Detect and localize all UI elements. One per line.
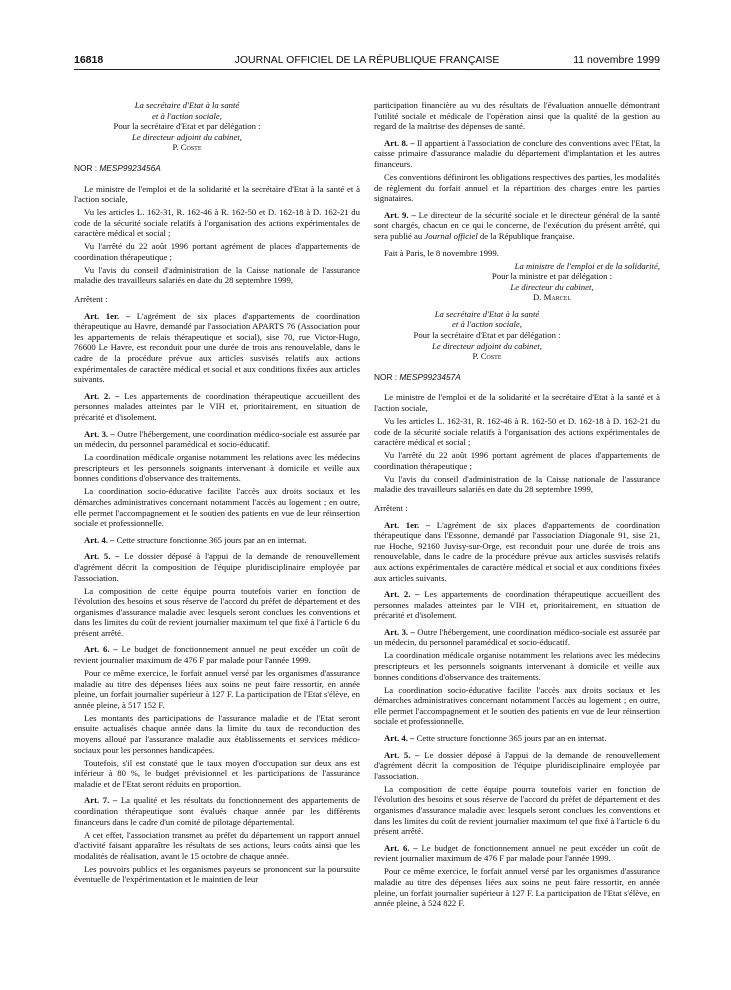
issue-date: 11 novembre 1999 — [573, 54, 660, 66]
article-paragraph: Ces conventions définiront les obligations respectives des parties, les modalités de règlement du forfait annuel et la répartition des charges entre les parties signataires. — [374, 171, 661, 204]
signatory-name: D. Marcel — [532, 292, 571, 303]
journal-title: JOURNAL OFFICIEL DE LA RÉPUBLIQUE FRANÇAISE — [234, 54, 500, 66]
article-paragraph: La coordination socio-éducative facilite l'accès aux droits sociaux et les démarches administratives concernant notamment l'accès au logement ; en outre, elle permet l'accompagnement et le soutien des patients en vue de leur réinsertion sociale et professionnelle. — [74, 486, 360, 529]
nor-reference: NOR : MESP9923456A — [74, 162, 161, 173]
arretent-heading: Arrêtent : — [374, 502, 408, 513]
article-paragraph: Pour ce même exercice, le forfait annuel versé par les organismes d'assurance maladie au titre des dépenses liées aux soins ne peut faire ressortir, en année pleine, un forfait journalier supérieur à 127 F. La participation de l'Etat s'élève, en année pleine, à 517 152 F. — [74, 668, 360, 710]
preamble-paragraph: Vu les articles L. 162-31, R. 162-46 à R. 162-50 et D. 162-18 à D. 162-21 du code de la sécurité sociale relatifs à l'organisation des actions expérimentales de caractère médical et social ; — [74, 207, 360, 239]
signatory-name: P. Coste — [172, 142, 202, 153]
article-4: Art. 4. – Cette structure fonctionne 365 jours par an en internat. — [384, 733, 607, 744]
sig-line: Le directeur adjoint du cabinet, — [432, 340, 542, 351]
sig-line: Pour la ministre et par délégation : — [491, 271, 613, 282]
article-8: Art. 8. – Il appartient à l'association de conclure des conventions avec l'Etat, la caisse primaire d'assurance maladie du département d'implantation et les autres financeurs. — [374, 137, 661, 169]
sig-line: Pour la secrétaire d'Etat et par délégation : — [113, 121, 261, 132]
article-7: Art. 7. – La qualité et les résultats du fonctionnement des appartements de coordination thérapeutique sont évalués chaque année par les différents financeurs dans le cadre d'un comité de pilotage départemental. — [74, 795, 361, 827]
header-rule — [74, 69, 660, 70]
article-paragraph: La coordination socio-éducative facilite l'accès aux droits sociaux et les démarches administratives concernant notamment l'accès au logement ; en outre, elle permet l'accompagnement et le soutien des patients en vue de leur réinsertion sociale et professionnelle. — [374, 684, 660, 727]
signatory-name: P. Coste — [472, 351, 502, 362]
preamble-paragraph: Vu l'arrêté du 22 août 1996 portant agrément de places d'appartements de coordination thérapeutique ; — [374, 450, 660, 471]
article-paragraph: La composition de cette équipe pourra toutefois varier en fonction de l'évolution des besoins et sous réserve de l'accord du préfet de département et des organismes d'assurance maladie avec lesquels seront conclues les conventions et dans les limites du coût de revient journalier maximum tel que fixé à l'article 6 du présent arrêté. — [374, 783, 660, 837]
article-paragraph: A cet effet, l'association transmet au préfet du département un rapport annuel d'activité faisant apparaître les résultats de ses actions, leurs coûts ainsi que les modalités de réalisation, avant le 15 octobre de chaque année. — [74, 829, 360, 861]
article-1: Art. 1er. – L'agrément de six places d'appartements de coordination thérapeutique au Havre, demandé par l'association APARTS 76 (Association pour les appartements de relais thérapeutique et social), sise 70, rue Victor-Hugo, 76600 Le Havre, est reconduit pour une durée de trois ans renouvelable, dans le cadre de la procédure prévue aux articles susvisés relatifs aux actions expérimentales de caractère médical et social et aux conditions fixées aux articles suivants. — [74, 310, 360, 385]
preamble-paragraph: Le ministre de l'emploi et de la solidarité et la secrétaire d'Etat à la santé et à l'action sociale, — [374, 392, 660, 414]
sig-line: Le directeur du cabinet, — [510, 281, 594, 292]
preamble-paragraph: Vu l'arrêté du 22 août 1996 portant agrément de places d'appartements de coordination thérapeutique ; — [74, 241, 360, 262]
article-paragraph: La coordination médicale organise notamment les relations avec les médecins prescripteurs et les personnels soignants intervenant à domicile et veille aux bonnes conditions d'observance des traitements. — [374, 650, 660, 682]
article-6: Art. 6. – Le budget de fonctionnement annuel ne peut excéder un coût de revient journalier maximum de 476 F par malade pour l'année 1999. — [74, 644, 361, 666]
sig-line: La secrétaire d'Etat à la santé — [434, 308, 540, 319]
page-header — [74, 54, 660, 68]
sig-line: Pour la secrétaire d'Etat et par délégation : — [413, 330, 561, 341]
sig-line: et à l'action sociale, — [452, 319, 522, 330]
left-column — [74, 100, 360, 887]
article-2: Art. 2. – Les appartements de coordination thérapeutique accueillent des personnes malades atteintes par le VIH et, prioritairement, en situation de précarité et d'isolement. — [74, 390, 361, 423]
preamble-paragraph: Vu les articles L. 162-31, R. 162-46 à R. 162-50 et D. 162-18 à D. 162-21 du code de la sécurité sociale relatifs à l'organisation des actions expérimentales de caractère médical et social ; — [374, 416, 660, 448]
arretent-heading: Arrêtent : — [74, 294, 108, 305]
signature-block-secretaire — [74, 100, 360, 153]
nor-reference: NOR : MESP9923457A — [374, 371, 461, 382]
date-place-line: Fait à Paris, le 8 novembre 1999. — [384, 247, 499, 258]
article-paragraph: Toutefois, s'il est constaté que le taux moyen d'occupation sur deux ans est inférieur à 80 %, le budget prévisionnel et les participations de l'assurance maladie et de l'Etat seront réduits en proportion. — [74, 757, 360, 789]
article-3: Art. 3. – Outre l'hébergement, une coordination médico-sociale est assurée par un médecin, du personnel paramédical et socio-éducatif. — [74, 428, 361, 450]
nor-code: MESP9923456A — [99, 162, 161, 173]
preamble-paragraph: Vu l'avis du conseil d'administration de la Caisse nationale de l'assurance maladie des travailleurs salariés en date du 28 septembre 1999, — [74, 264, 360, 286]
article-1: Art. 1er. – L'agrément de six places d'appartements de coordination thérapeutique dans l'Essonne, demandé par l'association Diagonale 91, sise 21, rue Hoche, 92160 Juvisy-sur-Orge, est reconduit pour une durée de trois ans renouvelable, dans le cadre de la procédure prévue aux articles susvisés relatifs aux actions expérimentales de caractère médical et social et aux conditions fixées aux articles suivants. — [374, 519, 660, 583]
article-paragraph: La coordination médicale organise notamment les relations avec les médecins prescripteurs et les personnels soignants intervenant à domicile et veille aux bonnes conditions d'observance des traitements. — [74, 452, 360, 484]
preamble-paragraph: Vu l'avis du conseil d'administration de la Caisse nationale de l'assurance maladie des travailleurs salariés en date du 28 septembre 1999, — [374, 473, 660, 495]
right-column — [374, 100, 660, 911]
article-4: Art. 4. – Cette structure fonctionne 365 jours par an en internat. — [84, 534, 307, 545]
sig-line: et à l'action sociale, — [152, 110, 222, 121]
article-paragraph: Pour ce même exercice, le forfait annuel versé par les organismes d'assurance maladie au titre des dépenses liées aux soins ne peut faire ressortir, en année pleine, un forfait journalier supérieur à 127 F. La participation de l'Etat s'élève, en année pleine, à 524 822 F. — [374, 866, 660, 909]
article-paragraph: Les pouvoirs publics et les organismes payeurs se prononcent sur la poursuite éventuelle de l'expérimentation et le maintien de leur — [74, 863, 360, 885]
article-6: Art. 6. – Le budget de fonctionnement annuel ne peut excéder un coût de revient journalier maximum de 476 F par malade pour l'année 1999. — [374, 842, 661, 864]
sig-line: Le directeur adjoint du cabinet, — [132, 131, 242, 142]
page-number: 16818 — [74, 54, 104, 66]
nor-code: MESP9923457A — [399, 371, 461, 382]
signature-block-secretaire — [374, 309, 660, 362]
article-9: Art. 9. – Le directeur de la sécurité sociale et le directeur général de la santé sont chargés, chacun en ce qui le concerne, de l'exécution du présent arrêté, qui sera publié au Journal officiel de la République française. — [374, 209, 660, 241]
article-5: Art. 5. – Le dossier déposé à l'appui de la demande de renouvellement d'agrément décrit la composition de l'équipe pluridisciplinaire employée par l'association. — [374, 749, 661, 781]
article-paragraph: La composition de cette équipe pourra toutefois varier en fonction de l'évolution des besoins et sous réserve de l'accord du préfet de département et des organismes d'assurance maladie avec lesquels seront conclues les conventions et dans les limites du coût de revient journalier maximum tel que fixé à l'article 6 du présent arrêté. — [74, 585, 360, 638]
continued-paragraph: participation financière au vu des résultats de l'évaluation annuelle démontrant l'utilité sociale et médicale de l'opération ainsi que la qualité de la gestion au regard de la maîtrise des dépenses de santé. — [374, 100, 660, 132]
article-5: Art. 5. – Le dossier déposé à l'appui de la demande de renouvellement d'agrément décrit la composition de l'équipe pluridisciplinaire employée par l'association. — [74, 551, 361, 583]
sig-line: La secrétaire d'Etat à la santé — [134, 100, 240, 110]
sig-line: La ministre de l'emploi et de la solidarité, — [514, 260, 660, 271]
signature-block-ministre — [374, 261, 660, 303]
preamble-paragraph: Le ministre de l'emploi et de la solidarité et la secrétaire d'Etat à la santé et à l'action sociale, — [74, 183, 360, 205]
article-2: Art. 2. – Les appartements de coordination thérapeutique accueillent des personnes malades atteintes par le VIH et, prioritairement, en situation de précarité et d'isolement. — [374, 589, 661, 621]
article-3: Art. 3. – Outre l'hébergement, une coordination médico-sociale est assurée par un médecin, du personnel paramédical et socio-éducatif. — [374, 626, 661, 648]
article-paragraph: Les montants des participations de l'assurance maladie et de l'Etat seront ensuite actualisés chaque année dans la limite du taux de reconduction des moyens alloué par l'assurance maladie aux établissements et services médico-sociaux pour les personnes handicapées. — [74, 712, 360, 755]
